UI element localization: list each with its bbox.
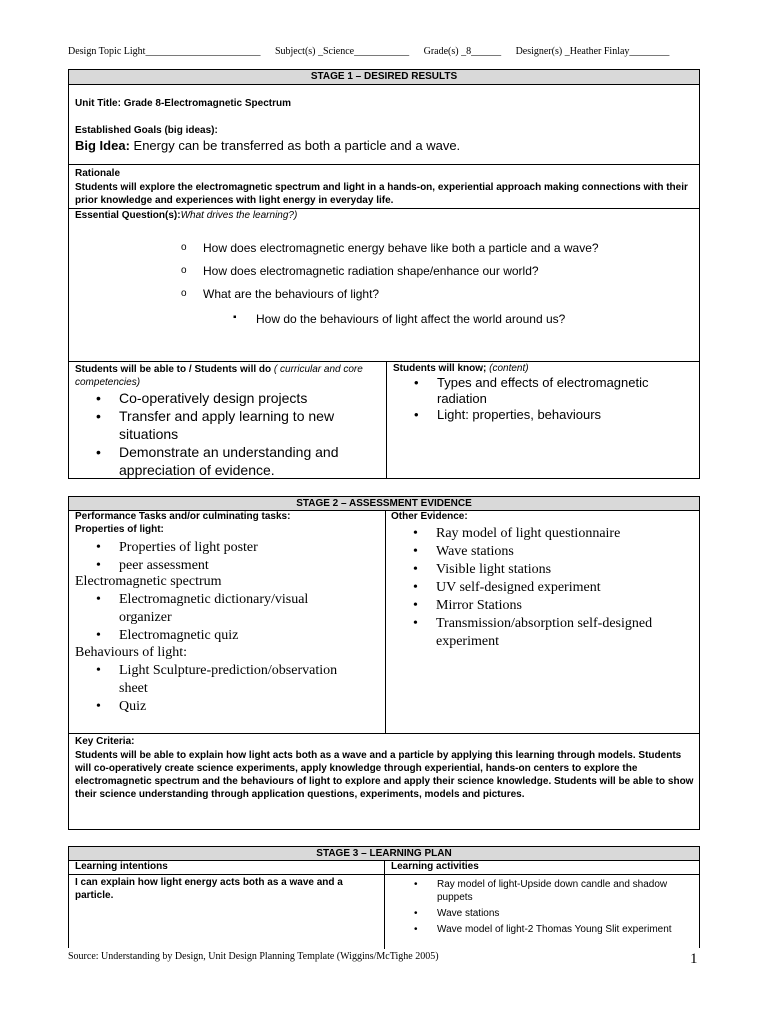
- essential-questions-heading: [75, 210, 297, 221]
- properties-label: Properties of light:: [75, 524, 164, 535]
- stage1-section: [68, 69, 700, 479]
- activity-item: • Wave model of light-2 Thomas Young Slit experiment: [387, 923, 677, 936]
- able-heading: [75, 363, 380, 389]
- able-list: [69, 389, 385, 479]
- divider: [69, 164, 699, 165]
- page-number: 1: [690, 951, 698, 967]
- task-item: • Electromagnetic quiz: [69, 627, 359, 645]
- know-item: • Light: properties, behaviours: [387, 407, 677, 423]
- able-hint: ( curricular and core competencies): [75, 364, 363, 388]
- learning-intention: I can explain how light energy acts both as a wave and a particle.: [75, 877, 343, 901]
- stage1-title: STAGE 1 – DESIRED RESULTS: [69, 70, 699, 85]
- essential-question: o What are the behaviours of light?: [69, 287, 701, 301]
- source-footer: Source: Understanding by Design, Unit Design Planning Template (Wiggins/McTighe 2005): [68, 951, 439, 962]
- know-heading: [393, 363, 529, 374]
- know-item: • Types and effects of electromagnetic radiation: [387, 375, 677, 407]
- big-idea-label: Big Idea:: [75, 138, 130, 153]
- behaviours-label: Behaviours of light:: [75, 645, 187, 660]
- big-idea-text: Energy can be transferred as both a particle and a wave.: [129, 138, 461, 153]
- evidence-item: • Visible light stations: [386, 561, 676, 579]
- essential-questions-list: [69, 241, 701, 310]
- know-hint: (content): [489, 363, 529, 374]
- stage3-title: STAGE 3 – LEARNING PLAN: [69, 847, 699, 861]
- able-item: • Demonstrate an understanding and appreciation of evidence.: [69, 443, 385, 479]
- sub-question: How do the behaviours of light affect the world around us?: [256, 312, 566, 326]
- em-list: [69, 591, 359, 645]
- key-criteria-label: Key Criteria:: [75, 736, 135, 747]
- performance-label: Performance Tasks and/or culminating tasks:: [75, 511, 291, 522]
- essential-question: o How does electromagnetic radiation shape/enhance our world?: [69, 264, 701, 278]
- key-criteria-text: Students will be able to explain how light acts both as a wave and a particle by applying this learning through models. Students will co-operatively create science experiments, apply knowledge through experiential, hands-on centers to explore the electromagnetic spectrum and the behaviours of light to explore and apply their science knowledge. Students will be able to show their science understanding through application questions, experiments, models and pictures.: [75, 750, 694, 800]
- document-header: [68, 46, 728, 57]
- able-item: • Transfer and apply learning to new situations: [69, 407, 385, 443]
- task-item: • peer assessment: [69, 557, 379, 575]
- goals-label: Established Goals (big ideas):: [75, 125, 218, 136]
- essential-question: o How does electromagnetic energy behave like both a particle and a wave?: [69, 241, 701, 255]
- design-topic: Design Topic Light_______________________: [68, 46, 261, 57]
- other-evidence-list: [386, 525, 676, 651]
- subjects: Subject(s) _Science___________: [274, 46, 410, 57]
- em-label: Electromagnetic spectrum: [75, 574, 222, 589]
- rationale-label: Rationale: [75, 168, 121, 179]
- know-list: [387, 375, 677, 423]
- know-label: Students will know;: [393, 363, 490, 374]
- evidence-item: • Wave stations: [386, 543, 676, 561]
- task-item: • Electromagnetic dictionary/visual organizer: [69, 591, 359, 627]
- intentions-label: Learning intentions: [75, 861, 168, 872]
- evidence-item: • Transmission/absorption self-designed experiment: [386, 615, 676, 651]
- activities-label: Learning activities: [391, 861, 479, 872]
- square-bullet-icon: ▪: [233, 312, 237, 323]
- task-item: • Light Sculpture-prediction/observation sheet: [69, 662, 367, 698]
- able-item: • Co-operatively design projects: [69, 389, 385, 407]
- stage2-section: [68, 496, 700, 830]
- behaviours-list: [69, 662, 367, 716]
- divider: [69, 361, 699, 362]
- evidence-item: • UV self-designed experiment: [386, 579, 676, 597]
- rationale-text: Students will explore the electromagnetic spectrum and light in a hands-on, experiential approach making connections with their prior knowledge and experiences with light energy in everyday life.: [75, 182, 688, 206]
- eq-hint: What drives the learning?): [180, 210, 298, 221]
- evidence-item: • Ray model of light questionnaire: [386, 525, 676, 543]
- task-item: • Properties of light poster: [69, 539, 379, 557]
- activity-item: • Wave stations: [387, 907, 677, 920]
- big-idea: [75, 138, 460, 153]
- designers: Designer(s) _Heather Finlay________: [515, 46, 670, 57]
- eq-label: Essential Question(s):: [75, 210, 181, 221]
- stage3-section: [68, 846, 700, 948]
- grades: Grade(s) _8______: [423, 46, 502, 57]
- able-label: Students will be able to / Students will do: [75, 364, 274, 375]
- divider: [69, 733, 699, 734]
- task-item: • Quiz: [69, 698, 367, 716]
- divider: [69, 874, 699, 875]
- divider: [69, 208, 699, 209]
- evidence-item: • Mirror Stations: [386, 597, 676, 615]
- properties-list: [69, 539, 379, 575]
- other-evidence-label: Other Evidence:: [391, 511, 468, 522]
- unit-title: Unit Title: Grade 8-Electromagnetic Spectrum: [75, 98, 291, 109]
- activity-item: • Ray model of light-Upside down candle and shadow puppets: [387, 878, 677, 904]
- activities-list: [387, 878, 677, 936]
- stage2-title: STAGE 2 – ASSESSMENT EVIDENCE: [69, 497, 699, 511]
